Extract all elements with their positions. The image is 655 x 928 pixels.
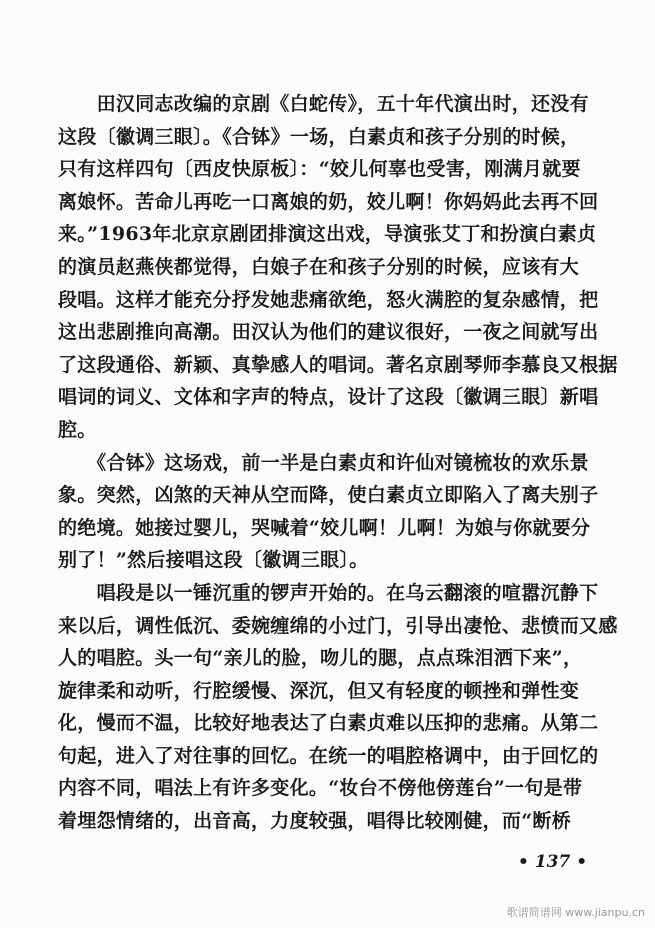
text-line: 只有这样四句〔西皮快原板〕：“姣儿何辜也受害，刚满月就要	[58, 158, 581, 181]
text-line: 旋律柔和动听，行腔缓慢、深沉，但又有轻度的顿挫和弹性变	[58, 679, 580, 702]
paragraph-3	[58, 577, 618, 838]
body-text	[58, 88, 618, 838]
text-line: 离娘怀。苦命儿再吃一口离娘的奶，姣儿啊！你妈妈此去再不回	[58, 190, 599, 213]
text-line: 腔。	[58, 418, 97, 441]
text-line: 唱段是以一锤沉重的锣声开始的。在乌云翻滚的喧嚣沉静下	[58, 581, 599, 604]
text-line: 别了！”然后接唱这段〔徽调三眼〕。	[58, 549, 369, 572]
text-line: 句起，进入了对往事的回忆。在统一的唱腔格调中，由于回忆的	[58, 744, 599, 767]
text-line: 这出悲剧推向高潮。田汉认为他们的建议很好，一夜之间就写出	[58, 321, 599, 344]
text-line: 来以后，调性低沉、委婉缠绵的小过门，引导出凄怆、悲愤而又感	[58, 614, 618, 637]
text-line: 来。”1963年北京京剧团排演这出戏，导演张艾丁和扮演白素贞	[58, 223, 597, 246]
text-line: 了这段通俗、新颖、真挚感人的唱词。著名京剧琴师李慕良又根据	[58, 353, 618, 376]
text-line: 内容不同，唱法上有许多变化。“妆台不傍他傍莲台”一句是带	[58, 777, 583, 800]
paragraph-1	[58, 88, 618, 447]
text-line: 这段〔徽调三眼〕。《合钵》一场，白素贞和孩子分别的时候，	[58, 125, 580, 148]
text-line: 的演员赵燕侠都觉得，白娘子在和孩子分别的时候，应该有大	[58, 255, 580, 278]
page-number: • 137 •	[518, 852, 588, 872]
text-line: 人的唱腔。头一句“亲儿的脸，吻儿的腮，点点珠泪洒下来”，	[58, 647, 583, 670]
text-line: 化，慢而不温，比较好地表达了白素贞难以压抑的悲痛。从第二	[58, 712, 599, 735]
text-line: 《合钵》这场戏，前一半是白素贞和许仙对镜梳妆的欢乐景	[58, 451, 589, 474]
text-line: 段唱。这样才能充分抒发她悲痛欲绝，怒火满腔的复杂感情，把	[58, 288, 599, 311]
text-line: 唱词的词义、文体和字声的特点，设计了这段〔徽调三眼〕新唱	[58, 386, 599, 409]
text-line: 的绝境。她接过婴儿，哭喊着“姣儿啊！儿啊！为娘与你就要分	[58, 516, 591, 539]
paragraph-2	[58, 447, 613, 577]
text-line: 着埋怨情绪的，出音高，力度较强，唱得比较刚健，而“断桥	[58, 810, 572, 833]
site-watermark: 歌谱简谱网 www.jianpu.cn	[506, 906, 645, 919]
text-line: 象。突然，凶煞的天神从空而降，使白素贞立即陷入了离夫别子	[58, 484, 599, 507]
text-line: 田汉同志改编的京剧《白蛇传》，五十年代演出时，还没有	[58, 93, 589, 115]
